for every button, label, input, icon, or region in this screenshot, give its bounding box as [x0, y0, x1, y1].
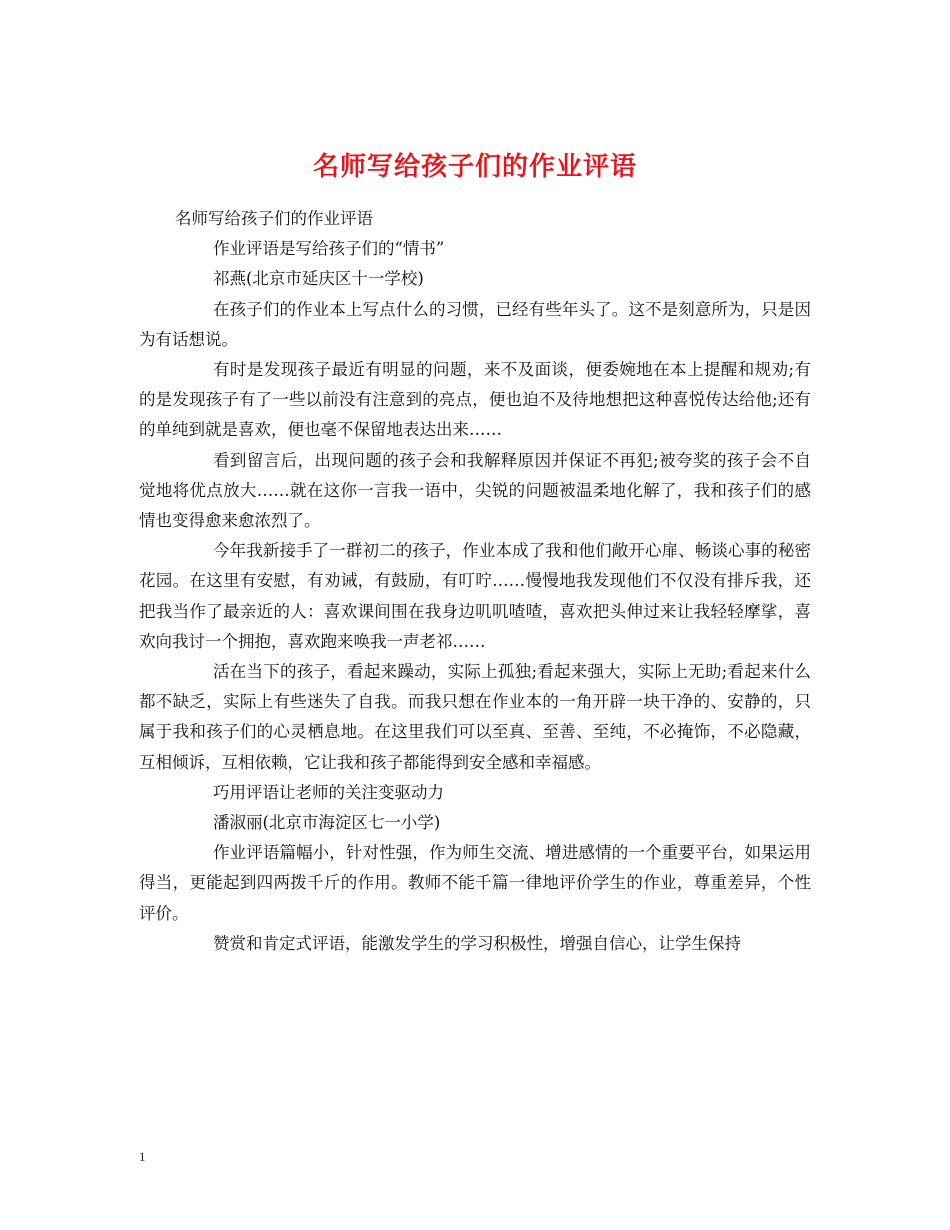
paragraph: 今年我新接手了一群初二的孩子，作业本成了我和他们敞开心扉、畅谈心事的秘密花园。在这里有安慰，有劝诫，有鼓励，有叮咛……慢慢地我发现他们不仅没有排斥我，还把我当作了最亲近的人：喜欢课间围在我身边叽叽喳喳，喜欢把头伸过来让我轻轻摩挲，喜欢向我讨一个拥抱，喜欢跑来唤我一声老祁…… [139, 541, 811, 651]
paragraph: 名师写给孩子们的作业评语 [175, 209, 373, 228]
paragraph: 在孩子们的作业本上写点什么的习惯，已经有些年头了。这不是刻意所为，只是因为有话想说。 [139, 299, 811, 349]
paragraph: 祁燕(北京市延庆区十一学校) [213, 269, 424, 289]
document-title: 名师写给孩子们的作业评语 [312, 152, 637, 183]
page-number: 1 [139, 1149, 146, 1164]
paragraph: 潘淑丽(北京市海淀区七一小学) [213, 813, 441, 833]
paragraph: 有时是发现孩子最近有明显的问题，来不及面谈，便委婉地在本上提醒和规劝;有的是发现孩子有了一些以前没有注意到的亮点，便也迫不及待地想把这种喜悦传达给他;还有的单纯到就是喜欢，便也毫不保留地表达出来…… [139, 360, 811, 440]
document-body [139, 204, 811, 959]
paragraph: 看到留言后，出现问题的孩子会和我解释原因并保证不再犯;被夸奖的孩子会不自觉地将优点放大……就在这你一言我一语中，尖锐的问题被温柔地化解了，我和孩子们的感情也变得愈来愈浓烈了。 [139, 450, 811, 531]
paragraph: 赞赏和肯定式评语，能激发学生的学习积极性，增强自信心，让学生保持 [213, 933, 741, 953]
paragraph: 作业评语是写给孩子们的“情书” [213, 239, 445, 259]
paragraph: 巧用评语让老师的关注变驱动力 [213, 782, 444, 802]
paragraph: 作业评语篇幅小，针对性强，作为师生交流、增进感情的一个重要平台，如果运用得当，更能起到四两拨千斤的作用。教师不能千篇一律地评价学生的作业，尊重差异，个性评价。 [139, 843, 811, 923]
paragraph: 活在当下的孩子，看起来躁动，实际上孤独;看起来强大，实际上无助;看起来什么都不缺乏，实际上有些迷失了自我。而我只想在作业本的一角开辟一块干净的、安静的，只属于我和孩子们的心灵栖息地。在这里我们可以至真、至善、至纯，不必掩饰，不必隐藏，互相倾诉，互相依赖，它让我和孩子都能得到安全感和幸福感。 [139, 662, 811, 772]
